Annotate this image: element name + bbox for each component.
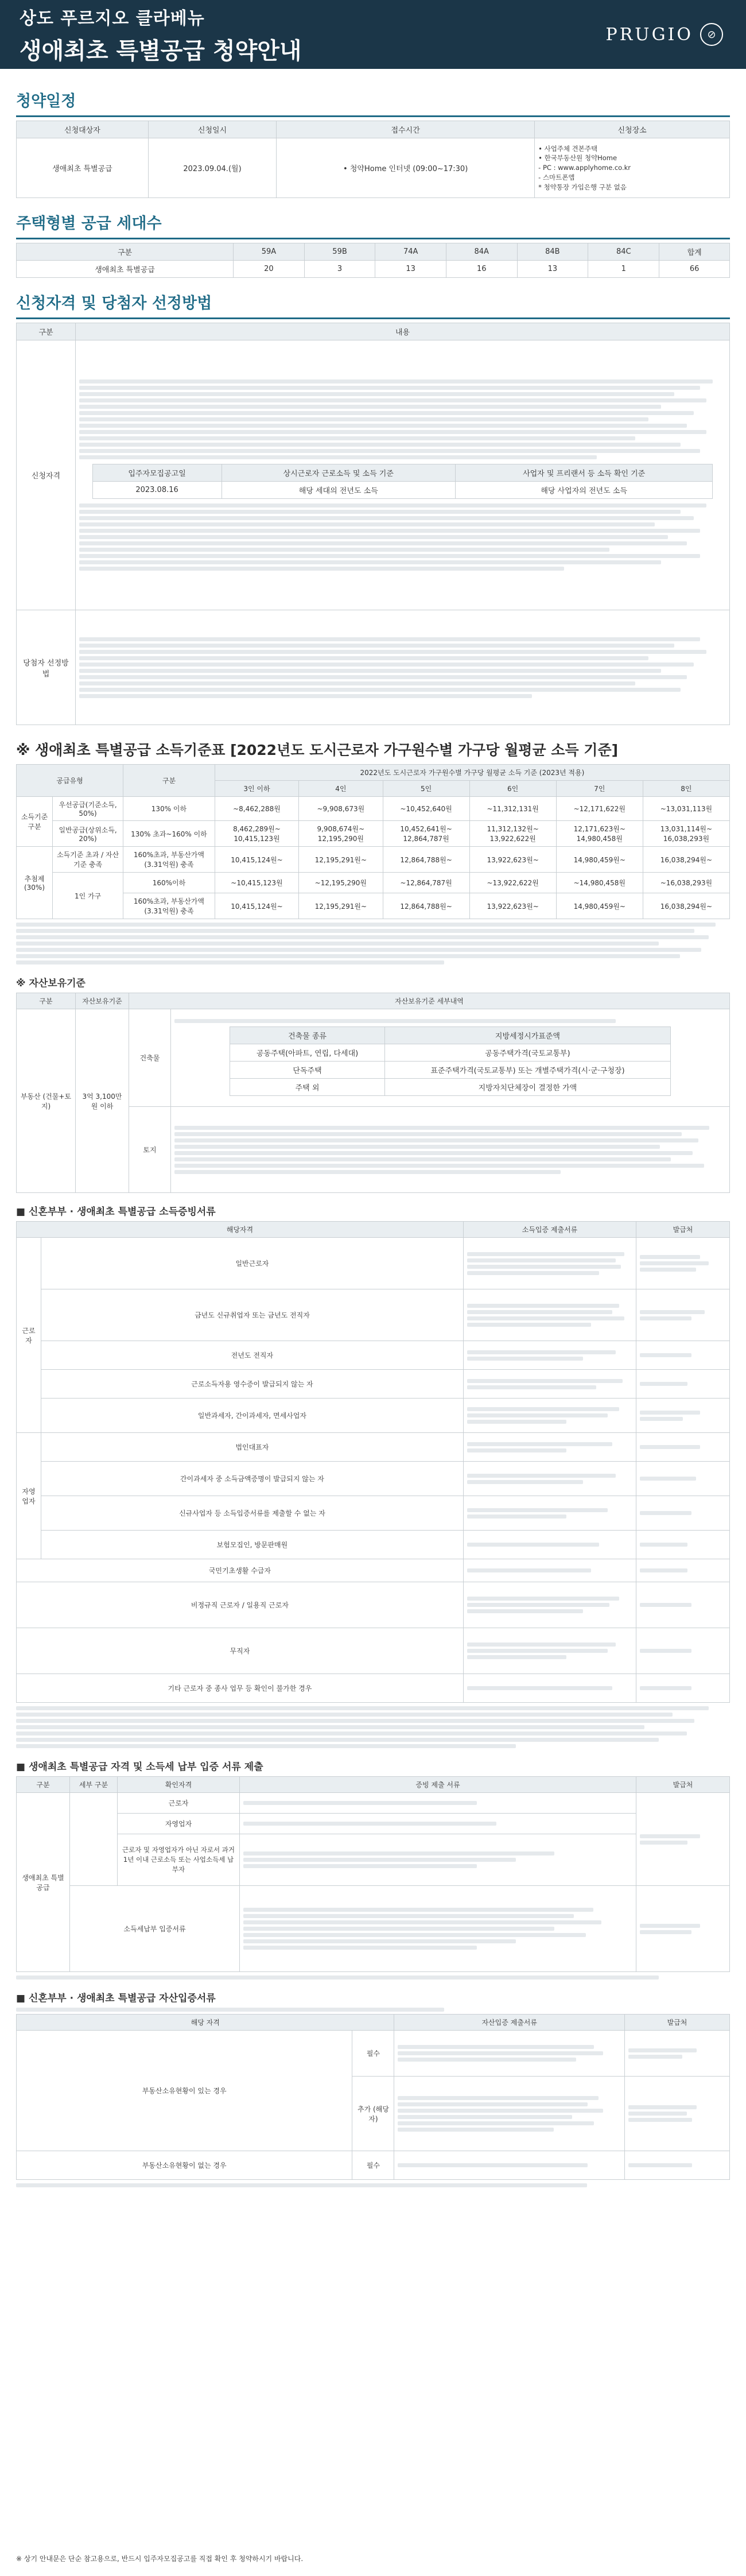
- text-block: [467, 1252, 632, 1275]
- income-table: [16, 764, 730, 919]
- table-cell: 14,980,459원~: [556, 893, 643, 919]
- table-cell: ~8,462,288원: [215, 797, 298, 821]
- table-cell: [636, 1559, 730, 1582]
- table-cell: 13,922,623원~: [469, 893, 556, 919]
- header-title: 생애최초 특별공급 청약안내: [20, 37, 302, 64]
- table-header: 59B: [304, 243, 375, 261]
- table-cell: 10,452,641원~ 12,864,787원: [383, 821, 469, 847]
- page-header: [0, 0, 746, 69]
- table-cell: • 사업주체 견본주택 • 한국부동산원 청약Home - PC : www.applyhome.co.kr - 스마트폰앱 * 청약통장 가입은행 구분 없음: [535, 138, 730, 198]
- table-cell: [240, 1814, 636, 1834]
- table-cell: [70, 1793, 118, 1886]
- text-block: [628, 2048, 726, 2059]
- table-cell: 10,415,124원~: [215, 893, 298, 919]
- table-cell: ~13,031,113원: [643, 797, 729, 821]
- table-cell: 13,922,623원~: [469, 847, 556, 873]
- table-cell: [636, 1433, 730, 1462]
- text-block: [640, 1924, 726, 1934]
- table-cell: 근로자: [17, 1238, 41, 1433]
- table-cell: 1인 가구: [53, 873, 123, 919]
- units-title: 주택형별 공급 세대수: [16, 215, 162, 233]
- table-cell: 12,864,788원~: [383, 847, 469, 873]
- docs2-notes: [16, 1975, 730, 1980]
- table-cell: 130% 이하: [123, 797, 215, 821]
- docs-notes: [16, 1706, 730, 1748]
- table-cell: 14,980,459원~: [556, 847, 643, 873]
- table-cell: [240, 1834, 636, 1886]
- table-cell: [394, 2031, 625, 2077]
- table-cell: ~13,922,622원: [469, 873, 556, 893]
- text-block: [640, 1477, 726, 1481]
- table-cell: ~11,312,131원: [469, 797, 556, 821]
- table-cell: 자영업자: [118, 1814, 240, 1834]
- docs-table: [16, 1221, 730, 1703]
- text-block: [79, 637, 726, 698]
- table-cell: 당첨자 선정방법: [17, 610, 76, 725]
- text-block: [243, 1801, 632, 1805]
- header-titles: [20, 4, 302, 65]
- place-item: 사업주체 견본주택: [544, 144, 598, 153]
- table-cell: [636, 1462, 730, 1496]
- table-cell: 법인대표자: [41, 1433, 464, 1462]
- table-header: 4인: [299, 781, 383, 797]
- table-cell: 16,038,294원~: [643, 847, 729, 873]
- criteria-table: [16, 323, 730, 725]
- table-cell: ~9,908,673원: [299, 797, 383, 821]
- table-header: 신청대상자: [17, 121, 149, 138]
- text-block: [467, 1350, 632, 1361]
- text-block: [467, 1643, 632, 1659]
- table-header: 74A: [375, 243, 446, 261]
- table-cell: 일반공급(상위소득, 20%): [53, 821, 123, 847]
- table-cell: 필수: [352, 2031, 394, 2077]
- table-header: 84B: [517, 243, 588, 261]
- table-cell: 공동주택(아파트, 연립, 다세대): [230, 1044, 385, 1061]
- table-cell: [240, 1793, 636, 1814]
- logo-mark-icon: ⊘: [700, 23, 723, 46]
- table-cell: 12,195,291원~: [299, 847, 383, 873]
- docs3-title: ■ 신혼부부 · 생애최초 특별공급 자산입증서류: [16, 1993, 216, 2004]
- table-header: 84A: [446, 243, 517, 261]
- table-cell: 추가 (해당자): [352, 2077, 394, 2151]
- text-block: [243, 1822, 632, 1826]
- table-cell: 공동주택가격(국토교통부): [384, 1044, 670, 1061]
- table-cell: 근로자: [118, 1793, 240, 1814]
- table-cell: 부동산 (건물+토지): [17, 1009, 76, 1193]
- table-cell: 단독주택: [230, 1061, 385, 1078]
- text-block: [398, 2096, 621, 2132]
- table-cell: ~12,195,290원: [299, 873, 383, 893]
- text-block: [640, 1255, 726, 1272]
- table-cell: 보험모집인, 방문판매원: [41, 1531, 464, 1559]
- table-cell: [636, 1886, 730, 1972]
- table-cell: 신청자격: [17, 340, 76, 610]
- assets-table: [16, 993, 730, 1193]
- table-cell: 기타 근로자 중 종사 업무 등 확인이 불가한 경우: [17, 1674, 464, 1703]
- text-block: [467, 1474, 632, 1484]
- table-cell: 근로자 및 자영업자가 아닌 자로서 과거 1년 이내 근로소득 또는 사업소득세 납부자: [118, 1834, 240, 1886]
- table-cell: [171, 1107, 730, 1193]
- table-cell: 비정규직 근로자 / 일용직 근로자: [17, 1582, 464, 1628]
- table-cell: 9,908,674원~ 12,195,290원: [299, 821, 383, 847]
- docs2-title: ■ 생애최초 특별공급 자격 및 소득세 납부 입증 서류 제출: [16, 1761, 263, 1773]
- table-cell: [463, 1433, 636, 1462]
- divider: [16, 115, 730, 117]
- text-block: [174, 1126, 726, 1174]
- divider: [16, 238, 730, 239]
- text-block: [79, 379, 726, 459]
- table-cell: [636, 1370, 730, 1399]
- schedule-time: 청약Home 인터넷 (09:00~17:30): [349, 165, 468, 173]
- table-cell: [636, 1289, 730, 1341]
- table-header: 상시근로자 근로소득 및 소득 기준: [222, 464, 455, 482]
- table-header: 건축물 종류: [230, 1026, 385, 1044]
- table-cell: [463, 1238, 636, 1289]
- table-cell: [636, 1582, 730, 1628]
- text-block: [640, 1411, 726, 1421]
- table-cell: 국민기초생활 수급자: [17, 1559, 464, 1582]
- place-item: PC : www.applyhome.co.kr: [542, 164, 631, 172]
- income-period-table: [92, 464, 713, 499]
- table-cell: 2023.09.04.(월): [148, 138, 276, 198]
- table-cell: 12,195,291원~: [299, 893, 383, 919]
- docs-title: ■ 신혼부부 · 생애최초 특별공급 소득증빙서류: [16, 1206, 216, 1218]
- docs3-intro: [16, 2008, 730, 2012]
- table-cell: 근로소득자용 영수증이 발급되지 않는 자: [41, 1370, 464, 1399]
- table-cell: 130% 초과~160% 이하: [123, 821, 215, 847]
- table-cell: 부동산소유현황이 없는 경우: [17, 2151, 352, 2180]
- table-cell: [636, 1793, 730, 1886]
- table-header: 공급유형: [17, 765, 123, 797]
- table-cell: 66: [659, 261, 730, 278]
- table-header: 해당자격: [17, 1222, 464, 1238]
- income-title: ※ 생애최초 특별공급 소득기준표 [2022년도 도시근로자 가구원수별 가구당 월평균 소득 기준]: [16, 742, 619, 758]
- table-cell: 13,031,114원~ 16,038,293원: [643, 821, 729, 847]
- text-block: [243, 1908, 632, 1950]
- text-block: [640, 1445, 726, 1449]
- text-block: [640, 1686, 726, 1690]
- table-header: 접수시간: [277, 121, 535, 138]
- table-cell: 신규사업자 등 소득입증서류를 제출할 수 없는 자: [41, 1496, 464, 1531]
- table-cell: [394, 2151, 625, 2180]
- table-cell: [636, 1628, 730, 1674]
- divider: [16, 317, 730, 319]
- table-cell: 160%초과, 부동산가액(3.31억원) 충족: [123, 847, 215, 873]
- assets-title: ※ 자산보유기준: [16, 978, 86, 989]
- table-cell: 생애최초 특별공급: [17, 261, 234, 278]
- text-block: [174, 1019, 726, 1023]
- header-subtitle: 상도 푸르지오 클라베뉴: [20, 8, 205, 29]
- text-block: [640, 1568, 726, 1572]
- footer-note: ※ 상기 안내문은 단순 참고용으로, 반드시 입주자모집공고를 직접 확인 후 청약하시기 바랍니다.: [16, 2555, 304, 2563]
- table-cell: 자영업자: [17, 1433, 41, 1559]
- table-cell: [463, 1628, 636, 1674]
- table-cell: [463, 1370, 636, 1399]
- text-block: [628, 2163, 726, 2167]
- units-table: [16, 243, 730, 278]
- table-cell: ~16,038,293원: [643, 873, 729, 893]
- table-cell: 소득기준 초과 / 자산기준 충족: [53, 847, 123, 873]
- table-cell: 생애최초 특별공급: [17, 138, 149, 198]
- text-block: [640, 1543, 726, 1547]
- text-block: [243, 1851, 632, 1868]
- table-cell: 주택 외: [230, 1078, 385, 1095]
- text-block: [467, 1686, 632, 1690]
- table-header: 해당 자격: [17, 2015, 394, 2031]
- text-block: [640, 1353, 726, 1357]
- table-header: 3인 이하: [215, 781, 298, 797]
- table-cell: 소득기준 구분: [17, 797, 53, 847]
- criteria-text-cell: [76, 610, 730, 725]
- building-type-table: [230, 1026, 671, 1096]
- table-cell: [463, 1341, 636, 1370]
- table-cell: [636, 1531, 730, 1559]
- table-cell: [463, 1496, 636, 1531]
- table-cell: [636, 1399, 730, 1433]
- table-header: 확인자격: [118, 1777, 240, 1793]
- table-header: 구분: [17, 243, 234, 261]
- place-item: 스마트폰앱: [542, 173, 575, 181]
- table-header: 자산보유기준: [76, 993, 129, 1009]
- table-cell: [463, 1289, 636, 1341]
- text-block: [467, 1407, 632, 1424]
- table-cell: [394, 2077, 625, 2151]
- table-cell: [463, 1462, 636, 1496]
- table-cell: 3억 3,100만원 이하: [76, 1009, 129, 1193]
- table-cell: 13: [375, 261, 446, 278]
- table-cell: ~10,415,123원: [215, 873, 298, 893]
- table-cell: [636, 1238, 730, 1289]
- table-cell: 추첨제 (30%): [17, 847, 53, 919]
- table-header: 8인: [643, 781, 729, 797]
- text-block: [628, 2105, 726, 2122]
- table-cell: 무직자: [17, 1628, 464, 1674]
- table-cell: 지방자치단체장이 결정한 가액: [384, 1078, 670, 1095]
- table-cell: 간이과세자 중 소득금액증명이 발급되지 않는 자: [41, 1462, 464, 1496]
- text-block: [640, 1603, 726, 1607]
- table-cell: ~12,171,622원: [556, 797, 643, 821]
- table-cell: [240, 1886, 636, 1972]
- table-cell: 12,864,788원~: [383, 893, 469, 919]
- table-cell: [463, 1399, 636, 1433]
- table-cell: 부동산소유현황이 있는 경우: [17, 2031, 352, 2151]
- place-item: 한국부동산원 청약Home: [544, 154, 617, 162]
- table-cell: 전년도 전직자: [41, 1341, 464, 1370]
- table-cell: [463, 1674, 636, 1703]
- income-notes: [16, 923, 730, 964]
- table-header: 6인: [469, 781, 556, 797]
- table-header: 소득입증 제출서류: [463, 1222, 636, 1238]
- table-cell: 160%이하: [123, 873, 215, 893]
- table-header: 입주자모집공고일: [92, 464, 222, 482]
- table-header: 7인: [556, 781, 643, 797]
- text-block: [640, 1511, 726, 1515]
- table-cell: 160%초과, 부동산가액(3.31억원) 충족: [123, 893, 215, 919]
- brand-logo: [606, 23, 723, 46]
- text-block: [640, 1382, 726, 1386]
- table-cell: 3: [304, 261, 375, 278]
- table-header: 자산입증 제출서류: [394, 2015, 625, 2031]
- table-cell: 일반과세자, 간이과세자, 면세사업자: [41, 1399, 464, 1433]
- text-block: [79, 503, 726, 571]
- criteria-title: 신청자격 및 당첨자 선정방법: [16, 295, 212, 312]
- table-cell: 11,312,132원~ 13,922,622원: [469, 821, 556, 847]
- criteria-text-cell: [76, 340, 730, 610]
- table-cell: 12,171,623원~ 14,980,458원: [556, 821, 643, 847]
- table-cell: 토지: [129, 1107, 171, 1193]
- table-cell: ~10,452,640원: [383, 797, 469, 821]
- text-block: [398, 2163, 621, 2167]
- text-block: [467, 1442, 632, 1452]
- table-header: 발급처: [636, 1222, 730, 1238]
- table-cell: 1: [588, 261, 659, 278]
- table-cell: [463, 1531, 636, 1559]
- table-header: 내용: [76, 323, 730, 340]
- table-cell: [636, 1496, 730, 1531]
- table-cell: 20: [234, 261, 305, 278]
- table-header: 59A: [234, 243, 305, 261]
- table-header: 자산보유기준 세부내역: [129, 993, 730, 1009]
- docs2-table: [16, 1776, 730, 1972]
- table-header: 구분: [17, 1777, 70, 1793]
- text-block: [467, 1597, 632, 1613]
- text-block: [640, 1834, 726, 1845]
- table-cell: [636, 1341, 730, 1370]
- table-cell: [625, 2031, 730, 2077]
- table-header: 증빙 제출 서류: [240, 1777, 636, 1793]
- text-block: [467, 1379, 632, 1389]
- table-cell: 소득세납부 입증서류: [70, 1886, 240, 1972]
- table-cell: [636, 1674, 730, 1703]
- table-cell: ~14,980,458원: [556, 873, 643, 893]
- table-cell: 16,038,294원~: [643, 893, 729, 919]
- table-header: 합계: [659, 243, 730, 261]
- table-cell: 일반근로자: [41, 1238, 464, 1289]
- docs3-table: [16, 2014, 730, 2180]
- table-cell: 해당 사업자의 전년도 소득: [455, 482, 713, 499]
- table-cell: 16: [446, 261, 517, 278]
- table-header: 사업자 및 프리랜서 등 소득 확인 기준: [455, 464, 713, 482]
- table-cell: [463, 1582, 636, 1628]
- text-block: [467, 1543, 632, 1547]
- table-cell: ~12,864,787원: [383, 873, 469, 893]
- text-block: [467, 1508, 632, 1519]
- text-block: [640, 1310, 726, 1320]
- table-cell: 금년도 신규취업자 또는 금년도 전직자: [41, 1289, 464, 1341]
- schedule-table: [16, 121, 730, 198]
- table-header: 지방세정시가표준액: [384, 1026, 670, 1044]
- place-item: 청약통장 가입은행 구분 없음: [543, 183, 627, 191]
- logo-text: PRUGIO: [605, 24, 693, 45]
- table-cell: [171, 1009, 730, 1107]
- table-header: 구분: [17, 993, 76, 1009]
- table-header: 신청장소: [535, 121, 730, 138]
- table-cell: • 청약Home 인터넷 (09:00~17:30): [277, 138, 535, 198]
- table-header: 신청일시: [148, 121, 276, 138]
- table-cell: 13: [517, 261, 588, 278]
- table-header: 84C: [588, 243, 659, 261]
- table-cell: 우선공급(기준소득, 50%): [53, 797, 123, 821]
- table-cell: 2023.08.16: [92, 482, 222, 499]
- text-block: [640, 1649, 726, 1653]
- schedule-title: 청약일정: [16, 92, 76, 110]
- table-cell: 생애최초 특별공급: [17, 1793, 70, 1972]
- table-cell: [625, 2151, 730, 2180]
- docs3-notes: [16, 2183, 730, 2187]
- table-cell: [463, 1559, 636, 1582]
- table-cell: 8,462,289원~ 10,415,123원: [215, 821, 298, 847]
- text-block: [398, 2045, 621, 2062]
- table-header: 5인: [383, 781, 469, 797]
- text-block: [467, 1304, 632, 1327]
- table-header: 2022년도 도시근로자 가구원수별 가구당 월평균 소득 기준 (2023년 적용): [215, 765, 729, 781]
- text-block: [467, 1568, 632, 1572]
- table-header: 발급처: [636, 1777, 730, 1793]
- table-header: 구분: [123, 765, 215, 797]
- table-cell: 표준주택가격(국토교통부) 또는 개별주택가격(시·군·구청장): [384, 1061, 670, 1078]
- table-cell: 필수: [352, 2151, 394, 2180]
- main-content: [0, 69, 746, 2187]
- table-cell: 10,415,124원~: [215, 847, 298, 873]
- table-cell: [625, 2077, 730, 2151]
- table-header: 세부 구분: [70, 1777, 118, 1793]
- table-header: 발급처: [625, 2015, 730, 2031]
- table-cell: 해당 세대의 전년도 소득: [222, 482, 455, 499]
- table-header: 구분: [17, 323, 76, 340]
- table-cell: 건축물: [129, 1009, 171, 1107]
